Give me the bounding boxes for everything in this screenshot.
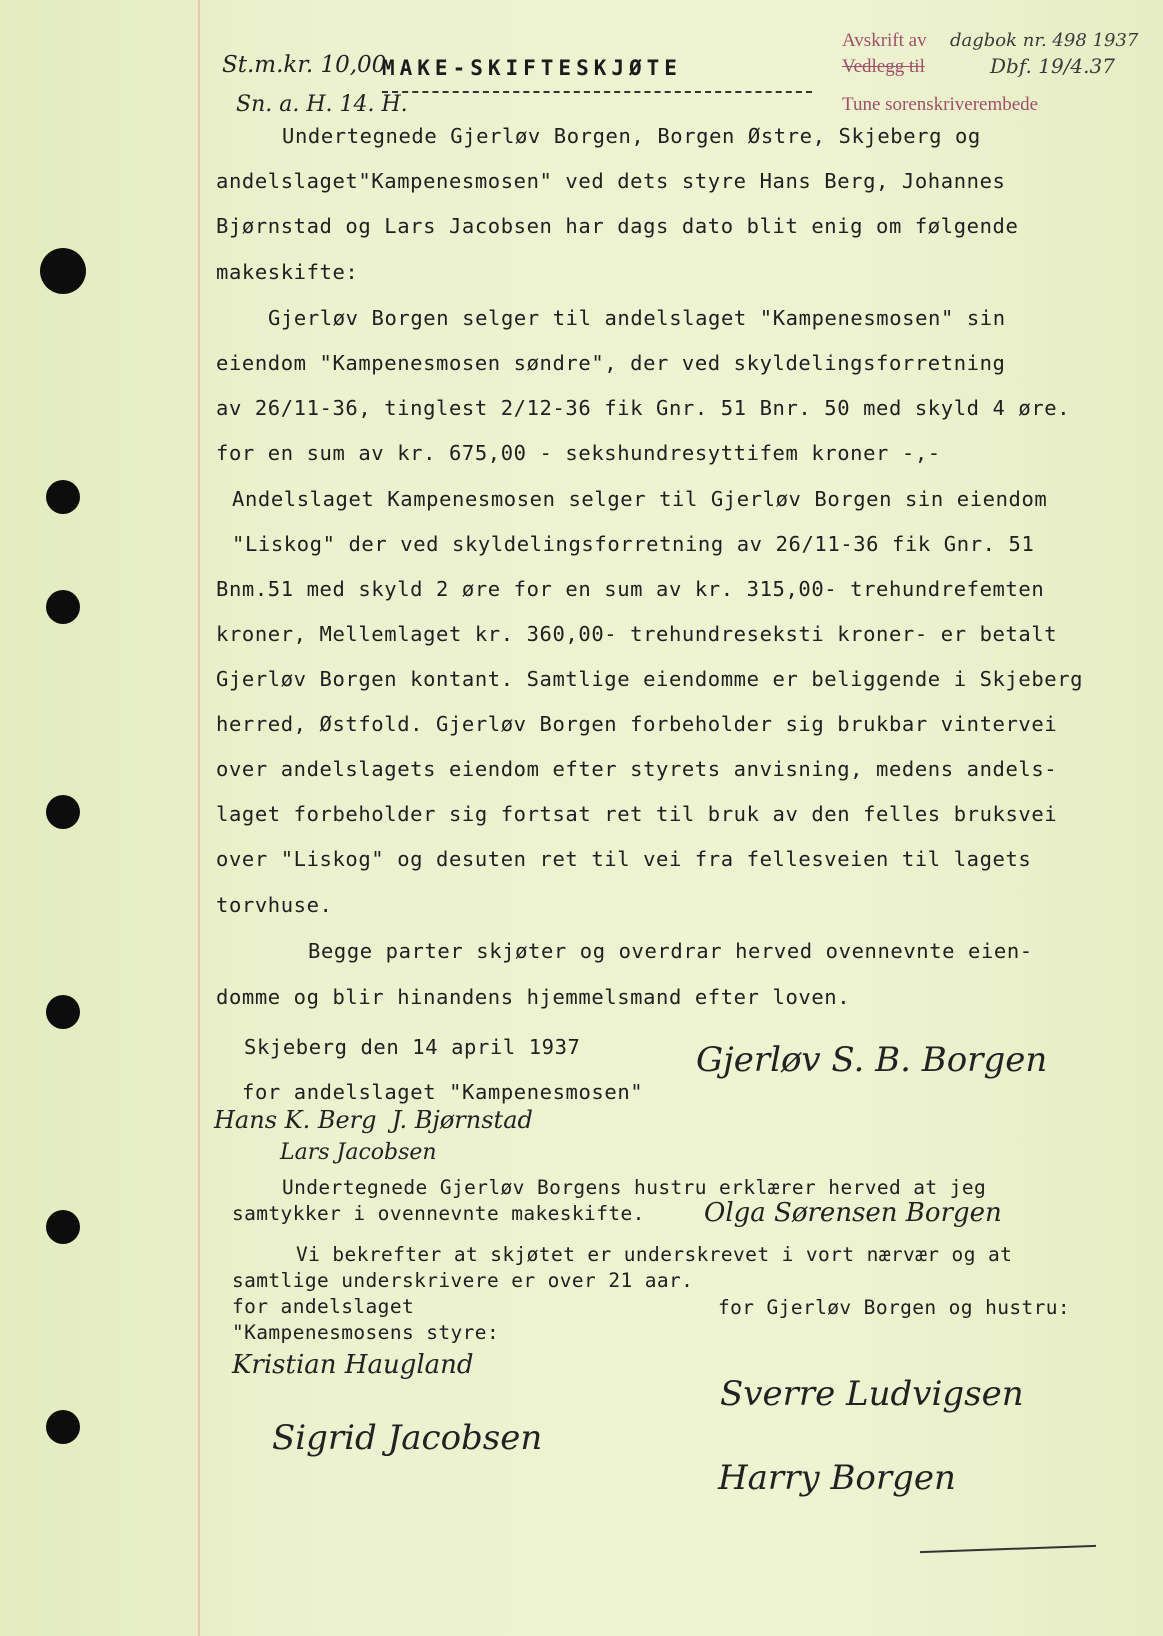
registry-stamp-hand2: Dbf. 19/4.37 [990,54,1115,78]
place-date: Skjeberg den 14 april 1937 [244,1035,581,1059]
body-line: Gjerløv Borgen selger til andelslaget "Kampenesmosen" sin [268,306,1006,330]
body-line: Begge parter skjøter og overdrar herved ovennevnte eien- [308,939,1033,963]
body-line: over "Liskog" og desuten ret til vei fra fellesveien til lagets [216,847,1032,871]
signature-sverre: Sverre Ludvigsen [720,1374,1024,1414]
body-line: torvhuse. [216,893,333,917]
margin-rule [198,0,200,1636]
body-line: for en sum av kr. 675,00 - sekshundresyttifem kroner -,- [216,441,941,465]
body-line: Andelslaget Kampenesmosen selger til Gjerløv Borgen sin eiendom [232,487,1048,511]
binder-hole [46,590,80,624]
body-line: andelslaget"Kampenesmosen" ved dets styre Hans Berg, Johannes [216,169,1006,193]
witness-right-label: for Gjerløv Borgen og hustru: [718,1296,1071,1319]
signature-sigrid: Sigrid Jacobsen [272,1418,543,1458]
closing-rule [920,1545,1096,1553]
binder-hole [46,1410,80,1444]
signature-olga: Olga Sørensen Borgen [704,1198,1002,1228]
binder-hole [46,995,80,1029]
binder-hole [40,248,86,294]
body-line: domme og blir hinandens hjemmelsmand efter loven. [216,985,851,1009]
body-line: kroner, Mellemlaget kr. 360,00- trehundreseksti kroner- er betalt [216,622,1058,646]
binder-hole [46,480,80,514]
body-line: eiendom "Kampenesmosen søndre", der ved skyldelingsforretning [216,351,1006,375]
signature-gjerlov: Gjerløv S. B. Borgen [696,1040,1048,1080]
fee-note: St.m.kr. 10,00 [222,52,387,78]
binder-hole [46,1210,80,1244]
binder-hole [46,795,80,829]
title-underline [382,91,812,93]
signature-harry: Harry Borgen [718,1458,956,1498]
signature-kristian: Kristian Haugland [232,1350,474,1380]
registry-stamp-line3: Tune sorenskriverembede [842,94,1039,115]
document-title: MAKE-SKIFTESKJØTE [382,56,682,80]
consent-line: samtykker i ovennevnte makeskifte. [232,1202,645,1225]
body-line: Undertegnede Gjerløv Borgen, Borgen Østre, Skjeberg og [282,124,981,148]
registry-stamp-hand1: dagbok nr. 498 1937 [950,30,1139,51]
consent-line: Undertegnede Gjerløv Borgens hustru erklærer herved at jeg [282,1176,987,1199]
for-andelslaget: for andelslaget "Kampenesmosen" [242,1080,644,1104]
body-line: av 26/11-36, tinglest 2/12-36 fik Gnr. 51 Bnr. 50 med skyld 4 øre. [216,396,1071,420]
registry-stamp-line2: Vedlegg til [842,56,925,77]
body-line: Bnm.51 med skyld 2 øre for en sum av kr. 315,00- trehundrefemten [216,577,1045,601]
signature-lars: Lars Jacobsen [280,1140,437,1165]
body-line: herred, Østfold. Gjerløv Borgen forbeholder sig brukbar vintervei [216,712,1058,736]
signature-hans-berg: Hans K. Berg J. Bjørnstad [214,1106,533,1134]
body-line: Gjerløv Borgen kontant. Samtlige eiendomme er beliggende i Skjeberg [216,667,1084,691]
witness-left-label: for andelslaget [232,1295,415,1318]
witness-line: Vi bekrefter at skjøtet er underskrevet i vort nærvær og at [296,1243,1013,1266]
body-line: Bjørnstad og Lars Jacobsen har dags dato blit enig om følgende [216,214,1019,238]
body-line: over andelslagets eiendom efter styrets anvisning, medens andels- [216,757,1058,781]
body-line: makeskifte: [216,260,359,284]
witness-left-label: "Kampenesmosens styre: [232,1321,500,1344]
body-line: laget forbeholder sig fortsat ret til bruk av den felles bruksvei [216,802,1058,826]
registry-stamp-line1: Avskrift av [842,30,927,51]
witness-line: samtlige underskrivere er over 21 aar. [232,1269,694,1292]
body-line: "Liskog" der ved skyldelingsforretning av 26/11-36 fik Gnr. 51 [232,532,1035,556]
handwritten-reference: Sn. a. H. 14. H. [236,92,408,117]
